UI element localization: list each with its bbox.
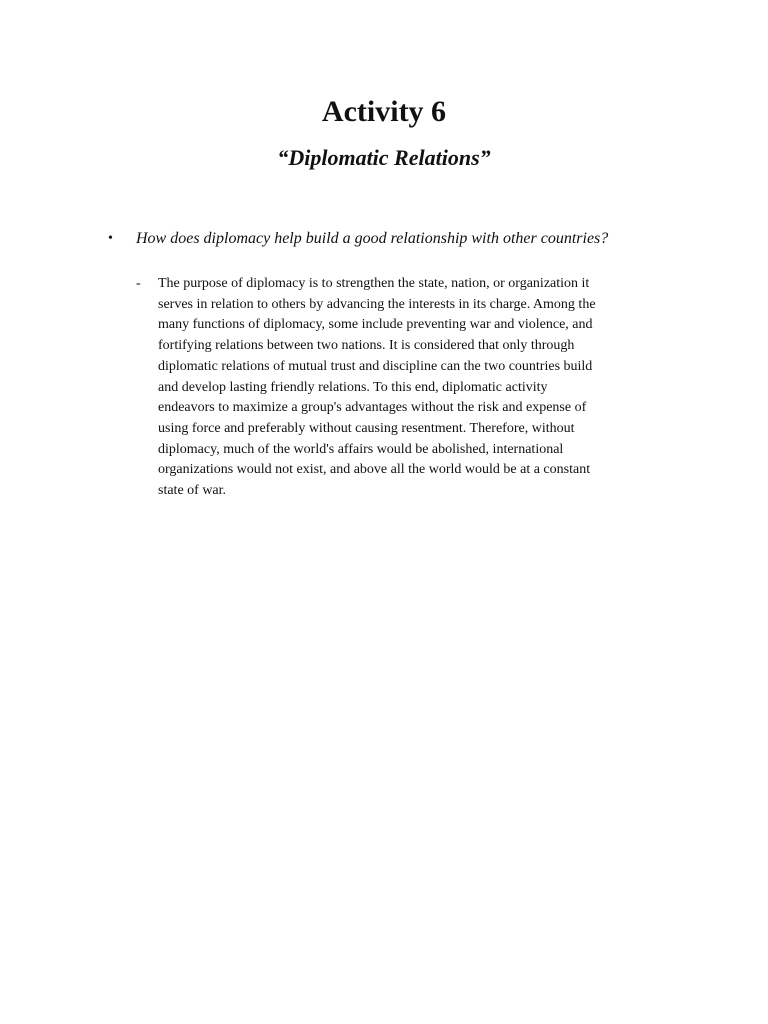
page-subtitle: “Diplomatic Relations”	[277, 145, 491, 170]
answer-line: using force and preferably without causing resentment. Therefore, without	[158, 420, 575, 436]
bullet-icon: •	[108, 231, 113, 246]
answer-line: serves in relation to others by advancing the interests in its charge. Among the	[158, 296, 596, 312]
answer-paragraph	[158, 274, 678, 502]
question-text: How does diplomacy help build a good relationship with other countries?	[136, 230, 609, 247]
answer-line: and develop lasting friendly relations. To this end, diplomatic activity	[158, 379, 548, 395]
answer-line: state of war.	[158, 483, 227, 499]
answer-line: diplomacy, much of the world's affairs would be abolished, international	[158, 441, 564, 457]
page-title: Activity 6	[321, 95, 447, 128]
answer-line: fortifying relations between two nations. It is considered that only through	[158, 338, 575, 354]
answer-line: organizations would not exist, and above all the world would be at a constant	[158, 462, 591, 478]
answer-line: endeavors to maximize a group's advantages without the risk and expense of	[158, 400, 587, 416]
answer-line: diplomatic relations of mutual trust and discipline can the two countries build	[158, 358, 593, 374]
answer-line: many functions of diplomacy, some include preventing war and violence, and	[158, 317, 593, 333]
dash-marker: -	[136, 276, 141, 291]
answer-line: The purpose of diplomacy is to strengthen the state, nation, or organization it	[158, 276, 590, 291]
